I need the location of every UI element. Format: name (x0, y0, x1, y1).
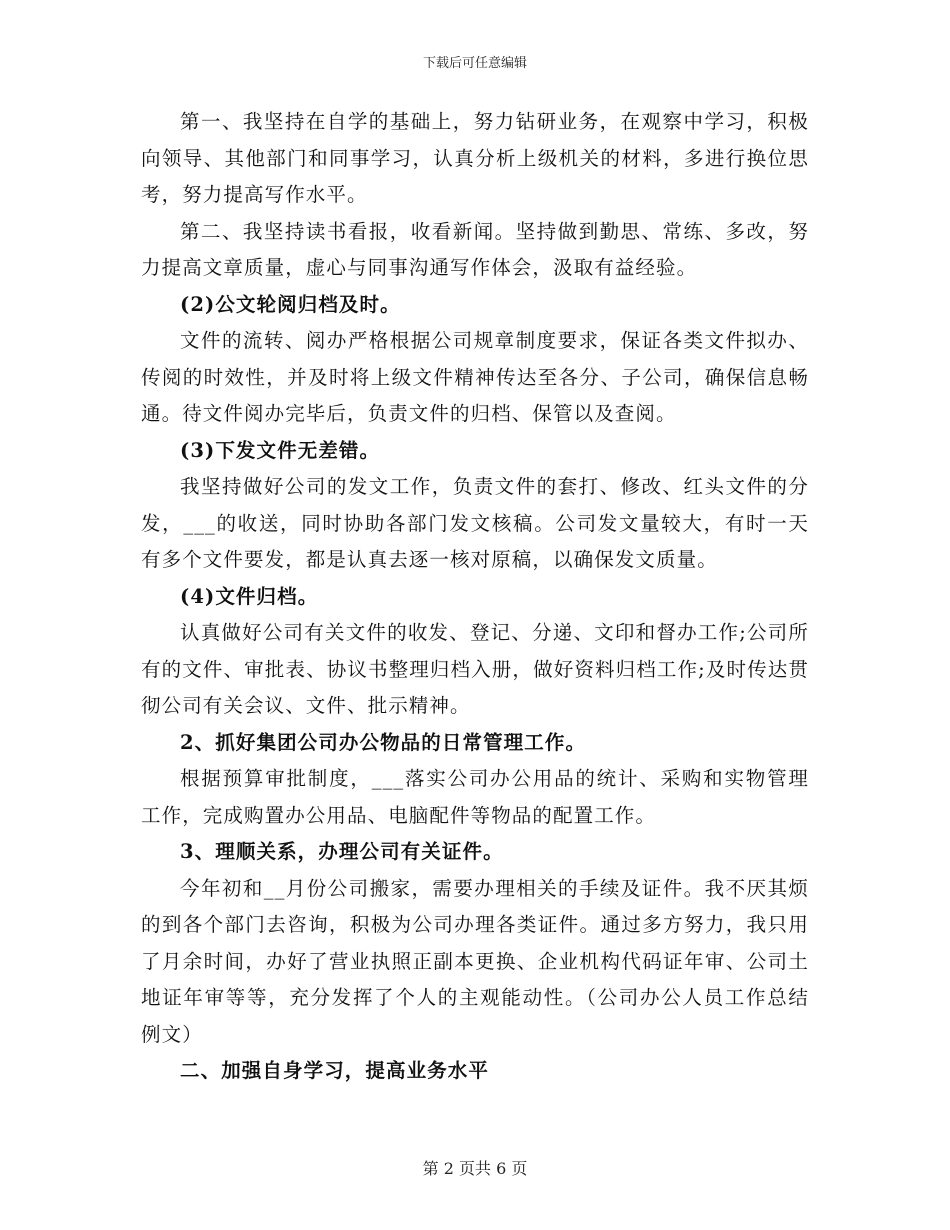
heading-archiving: (4)文件归档。 (180, 584, 319, 608)
page-footer: 第 2 页共 6 页 (422, 1159, 528, 1178)
paragraph-certificates: 今年初和__月份公司搬家，需要办理相关的手续及证件。我不厌其烦的到各个部门去咨询，积极为公司办理各类证件。通过多方努力，我只用了月余时间，办好了营业执照正副本更换、企业机构代码证年审、公司土地证年审等等，充分发挥了个人的主观能动性。（公司办公人员工作总结例文） (141, 876, 809, 1046)
paragraph-reading: 第二、我坚持读书看报，收看新闻。坚持做到勤思、常练、多改，努力提高文章质量，虚心与同事沟通写作体会，汲取有益经验。 (141, 219, 809, 279)
paragraph-office-supplies: 根据预算审批制度，___落实公司办公用品的统计、采购和实物管理工作，完成购置办公用品、电脑配件等物品的配置工作。 (141, 767, 809, 827)
page-header: 下载后可任意编辑 (422, 56, 527, 71)
heading-self-learning: 二、加强自身学习，提高业务水平 (180, 1059, 490, 1082)
paragraph-issue-documents: 我坚持做好公司的发文工作，负责文件的套打、修改、红头文件的分发，___的收送，同时协助各部门发文核稿。公司发文量较大，有时一天有多个文件要发，都是认真去逐一核对原稿，以确保发文质量。 (141, 475, 809, 571)
document-body (141, 104, 809, 1090)
heading-office-supplies: 2、抓好集团公司办公物品的日常管理工作。 (180, 730, 587, 754)
paragraph-archiving: 认真做好公司有关文件的收发、登记、分递、文印和督办工作;公司所有的文件、审批表、协议书整理归档入册，做好资料归档工作;及时传达贯彻公司有关会议、文件、批示精神。 (141, 621, 809, 717)
heading-issue-documents: (3)下发文件无差错。 (180, 438, 381, 462)
paragraph-self-study: 第一、我坚持在自学的基础上，努力钻研业务，在观察中学习，积极向领导、其他部门和同事学习，认真分析上级机关的材料，多进行换位思考，努力提高写作水平。 (141, 110, 809, 206)
paragraph-document-circulation: 文件的流转、阅办严格根据公司规章制度要求，保证各类文件拟办、传阅的时效性，并及时将上级文件精神传达至各分、子公司，确保信息畅通。待文件阅办完毕后，负责文件的归档、保管以及查阅。 (141, 329, 809, 425)
heading-document-circulation: (2)公文轮阅归档及时。 (180, 292, 401, 316)
heading-certificates: 3、理顺关系，办理公司有关证件。 (180, 840, 504, 863)
